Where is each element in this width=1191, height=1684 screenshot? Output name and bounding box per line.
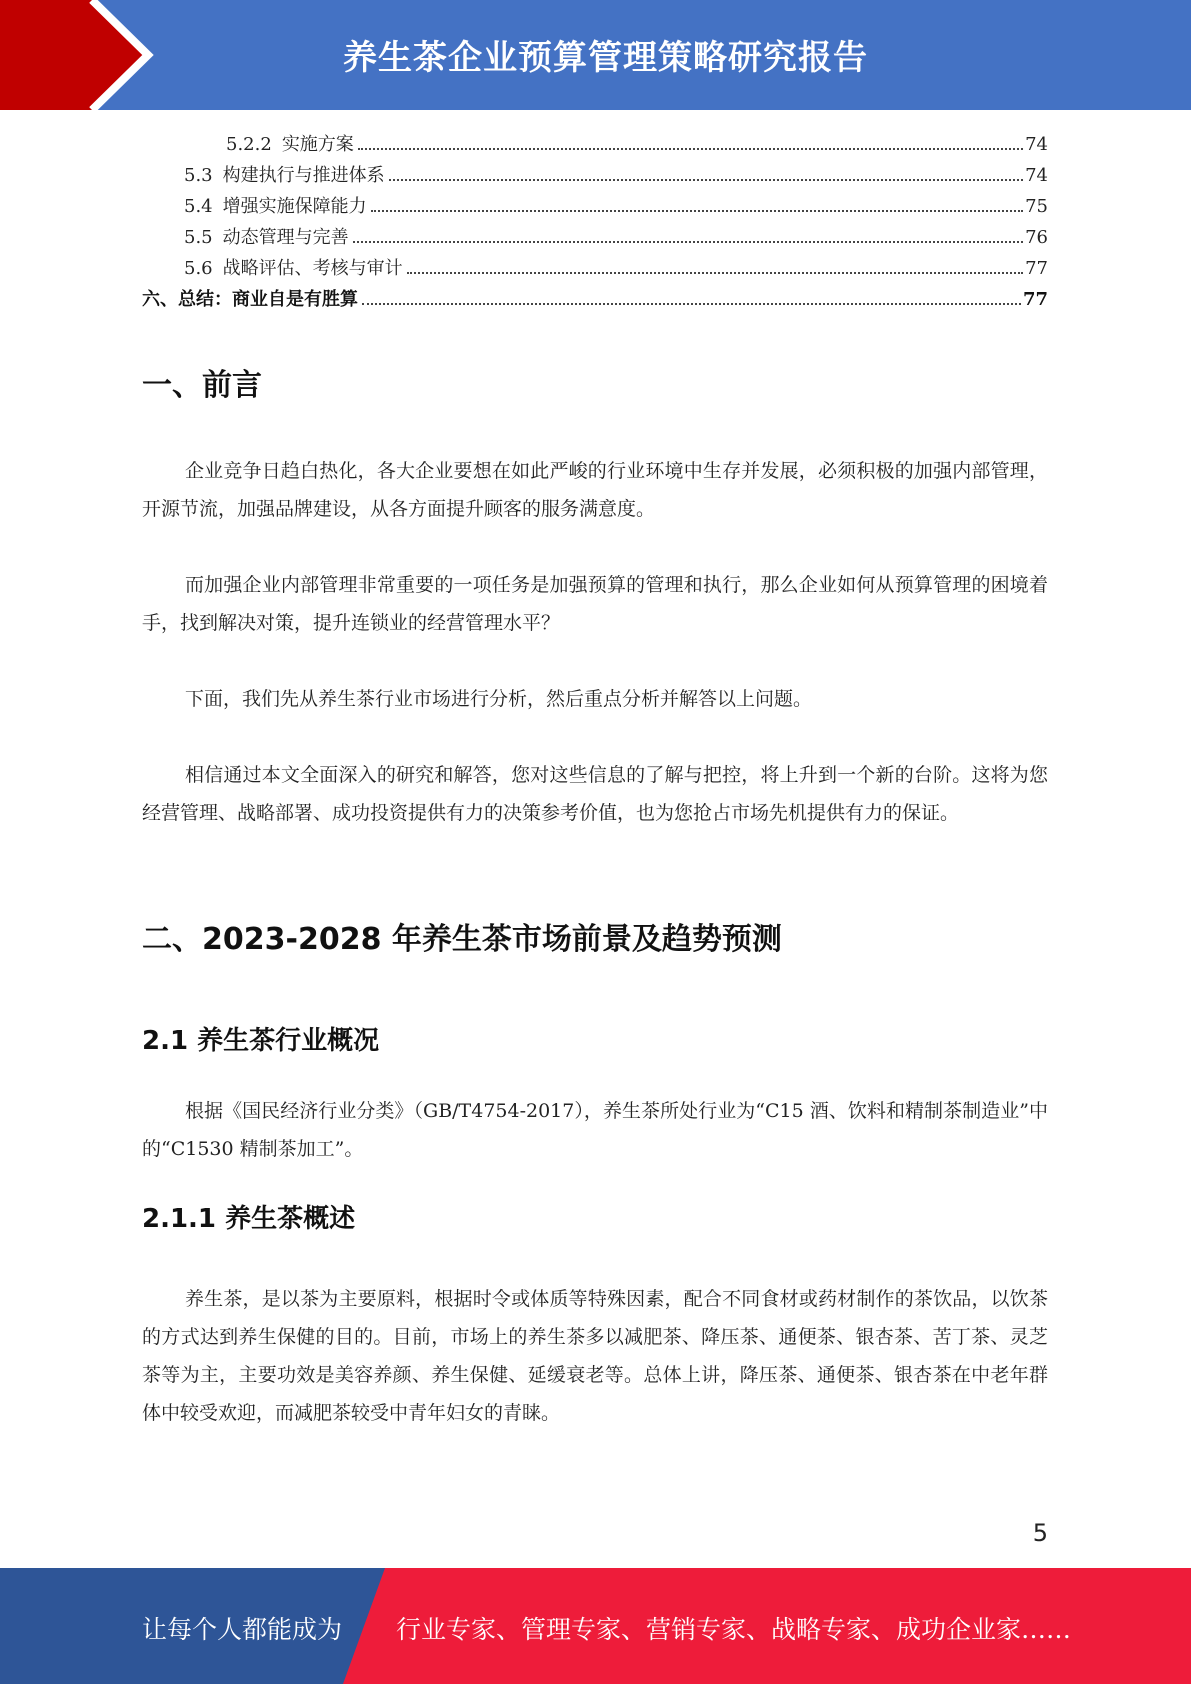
toc-entry-title: 战略评估、考核与审计 <box>222 258 403 279</box>
toc-entry-title: 构建执行与推进体系 <box>222 165 385 186</box>
header-banner <box>0 0 1191 110</box>
toc-entry-page: 74 <box>1025 165 1048 186</box>
toc-entry-number: 5.3 <box>184 165 213 186</box>
paragraph: 根据《国民经济行业分类》（GB/T4754-2017），养生茶所处行业为“C15 酒、饮料和精制茶制造业”中的“C1530 精制茶加工”。 <box>142 1100 1048 1160</box>
page-number: 5 <box>1032 1519 1048 1547</box>
paragraph: 而加强企业内部管理非常重要的一项任务是加强预算的管理和执行，那么企业如何从预算管理的困境着手，找到解决对策，提升连锁业的经营管理水平？ <box>142 574 1048 634</box>
toc-entry[interactable] <box>142 161 1048 192</box>
toc-entry-title: 六、总结：商业自是有胜算 <box>142 289 358 310</box>
toc-leader-dots <box>353 241 1023 243</box>
paragraph: 下面，我们先从养生茶行业市场进行分析，然后重点分析并解答以上问题。 <box>185 688 813 710</box>
paragraph: 企业竞争日趋白热化，各大企业要想在如此严峻的行业环境中生存并发展，必须积极的加强内部管理，开源节流，加强品牌建设，从各方面提升顾客的服务满意度。 <box>142 460 1048 520</box>
toc-leader-dots <box>407 272 1023 274</box>
toc-entry-page: 76 <box>1025 227 1048 248</box>
toc-entry-number: 5.4 <box>184 196 213 217</box>
toc-entry[interactable] <box>142 130 1048 161</box>
section-heading-preface: 一、前言 <box>142 368 262 403</box>
toc-entry[interactable] <box>142 192 1048 223</box>
paragraph: 养生茶，是以茶为主要原料，根据时令或体质等特殊因素，配合不同食材或药材制作的茶饮品，以饮茶的方式达到养生保健的目的。目前，市场上的养生茶多以减肥茶、降压茶、通便茶、银杏茶、苦丁茶、灵芝茶等为主，主要功效是美容养颜、养生保健、延缓衰老等。总体上讲，降压茶、通便茶、银杏茶在中老年群体中较受欢迎，而减肥茶较受中青年妇女的青睐。 <box>142 1288 1048 1424</box>
subsection-heading-overview: 2.1 养生茶行业概况 <box>142 1026 380 1056</box>
footer-banner <box>0 1568 1191 1684</box>
toc-leader-dots <box>358 148 1023 150</box>
toc-entry-title: 实施方案 <box>281 134 354 155</box>
table-of-contents <box>142 130 1048 316</box>
toc-entry-page: 75 <box>1025 196 1048 217</box>
toc-entry-page: 77 <box>1022 289 1048 310</box>
toc-leader-dots <box>371 210 1023 212</box>
toc-entry-page: 74 <box>1025 134 1048 155</box>
toc-entry-number: 5.2.2 <box>226 134 272 155</box>
footer-slogan-right: 行业专家、管理专家、营销专家、战略专家、成功企业家…… <box>396 1615 1072 1644</box>
toc-entry-page: 77 <box>1025 258 1048 279</box>
toc-leader-dots <box>389 179 1023 181</box>
toc-entry[interactable] <box>142 254 1048 285</box>
toc-entry-title: 增强实施保障能力 <box>222 196 367 217</box>
subsection-heading-summary: 2.1.1 养生茶概述 <box>142 1204 356 1234</box>
section-heading-forecast: 二、2023-2028 年养生茶市场前景及趋势预测 <box>142 922 782 957</box>
toc-entry-number: 5.5 <box>184 227 213 248</box>
toc-entry-title: 动态管理与完善 <box>222 227 349 248</box>
toc-leader-dots <box>362 303 1021 305</box>
footer-slogan-left: 让每个人都能成为 <box>142 1615 343 1644</box>
toc-entry-number: 5.6 <box>184 258 213 279</box>
toc-entry[interactable] <box>142 285 1048 316</box>
report-title: 养生茶企业预算管理策略研究报告 <box>343 38 868 78</box>
paragraph: 相信通过本文全面深入的研究和解答，您对这些信息的了解与把控，将上升到一个新的台阶。这将为您经营管理、战略部署、成功投资提供有力的决策参考价值，也为您抢占市场先机提供有力的保证。 <box>142 764 1048 824</box>
toc-entry[interactable] <box>142 223 1048 254</box>
